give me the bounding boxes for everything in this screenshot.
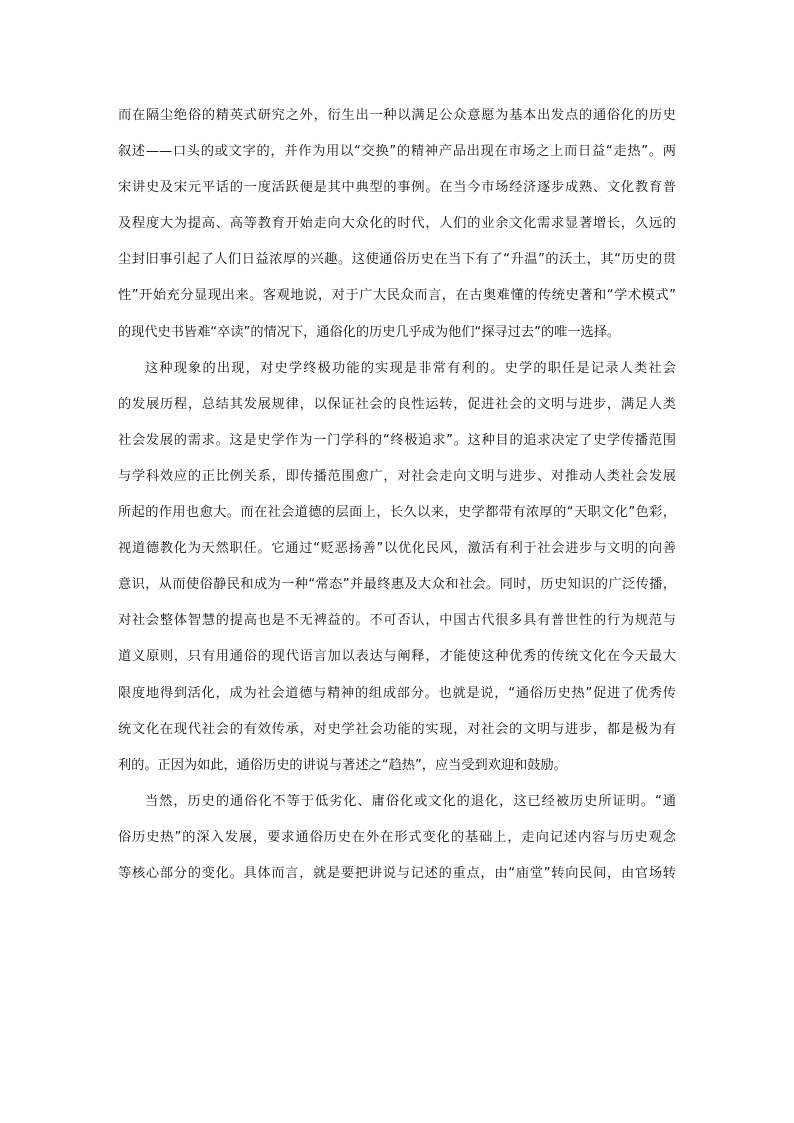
text-line: 的发展历程，总结其发展规律，以保证社会的良性运转，促进社会的文明与进步，满足人类	[118, 396, 676, 412]
text-line: 所起的作用也愈大。而在社会道德的层面上，长久以来，史学都带有浓厚的“天职文化”色彩，	[118, 505, 676, 521]
text-line: 意识，从而使俗静民和成为一种“常态”并最终惠及大众和社会。同时，历史知识的广泛传播，	[118, 577, 676, 593]
paragraph-first-line: 这种现象的出现，对史学终极功能的实现是非常有利的。史学的职任是记录人类社会	[145, 360, 676, 376]
text-line: 等核心部分的变化。具体而言，就是要把讲说与记述的重点，由“庙堂”转向民间，由官场转	[118, 865, 676, 881]
text-line: 与学科效应的正比例关系，即传播范围愈广，对社会走向文明与进步、对推动人类社会发展	[118, 468, 676, 484]
body-text	[118, 98, 676, 892]
text-line: 叙述——口头的或文字的，并作为用以“交换”的精神产品出现在市场之上而日益“走热”。两	[118, 144, 676, 160]
text-line: 而在隔尘绝俗的精英式研究之外，衍生出一种以满足公众意愿为基本出发点的通俗化的历史	[118, 108, 676, 123]
text-line: 俗历史热”的深入发展，要求通俗历史在外在形式变化的基础上，走向记述内容与历史观念	[118, 829, 676, 845]
text-line: 宋讲史及宋元平话的一度活跃便是其中典型的事例。在当今市场经济逐步成熟、文化教育普	[118, 180, 676, 196]
text-line: 视道德教化为天然职任。它通过“贬恶扬善”以优化民风，激活有利于社会进步与文明的向善	[118, 541, 676, 557]
text-line: 性”开始充分显现出来。客观地说，对于广大民众而言，在古奥难懂的传统史著和“学术模式”	[118, 288, 676, 304]
text-line: 对社会整体智慧的提高也是不无裨益的。不可否认，中国古代很多具有普世性的行为规范与	[118, 613, 676, 629]
text-line: 尘封旧事引起了人们日益浓厚的兴趣。这使通俗历史在当下有了“升温”的沃土，其“历史的贯	[118, 252, 676, 268]
text-line: 道义原则，只有用通俗的现代语言加以表达与阐释，才能使这种优秀的传统文化在今天最大	[118, 649, 676, 665]
text-line: 利的。正因为如此，通俗历史的讲说与著述之“趋热”，应当受到欢迎和鼓励。	[118, 757, 567, 773]
text-line: 统文化在现代社会的有效传承，对史学社会功能的实现，对社会的文明与进步，都是极为有	[118, 721, 676, 737]
text-line: 的现代史书皆难“卒读”的情况下，通俗化的历史几乎成为他们“探寻过去”的唯一选择。	[118, 324, 621, 340]
text-line: 限度地得到活化，成为社会道德与精神的组成部分。也就是说，“通俗历史热”促进了优秀传	[118, 685, 676, 701]
paragraph-first-line: 当然，历史的通俗化不等于低劣化、庸俗化或文化的退化，这已经被历史所证明。“通	[145, 793, 676, 809]
text-line: 社会发展的需求。这是史学作为一门学科的“终极追求”。这种目的追求决定了史学传播范围	[118, 432, 676, 448]
text-line: 及程度大为提高、高等教育开始走向大众化的时代，人们的业余文化需求显著增长，久远的	[118, 216, 676, 232]
